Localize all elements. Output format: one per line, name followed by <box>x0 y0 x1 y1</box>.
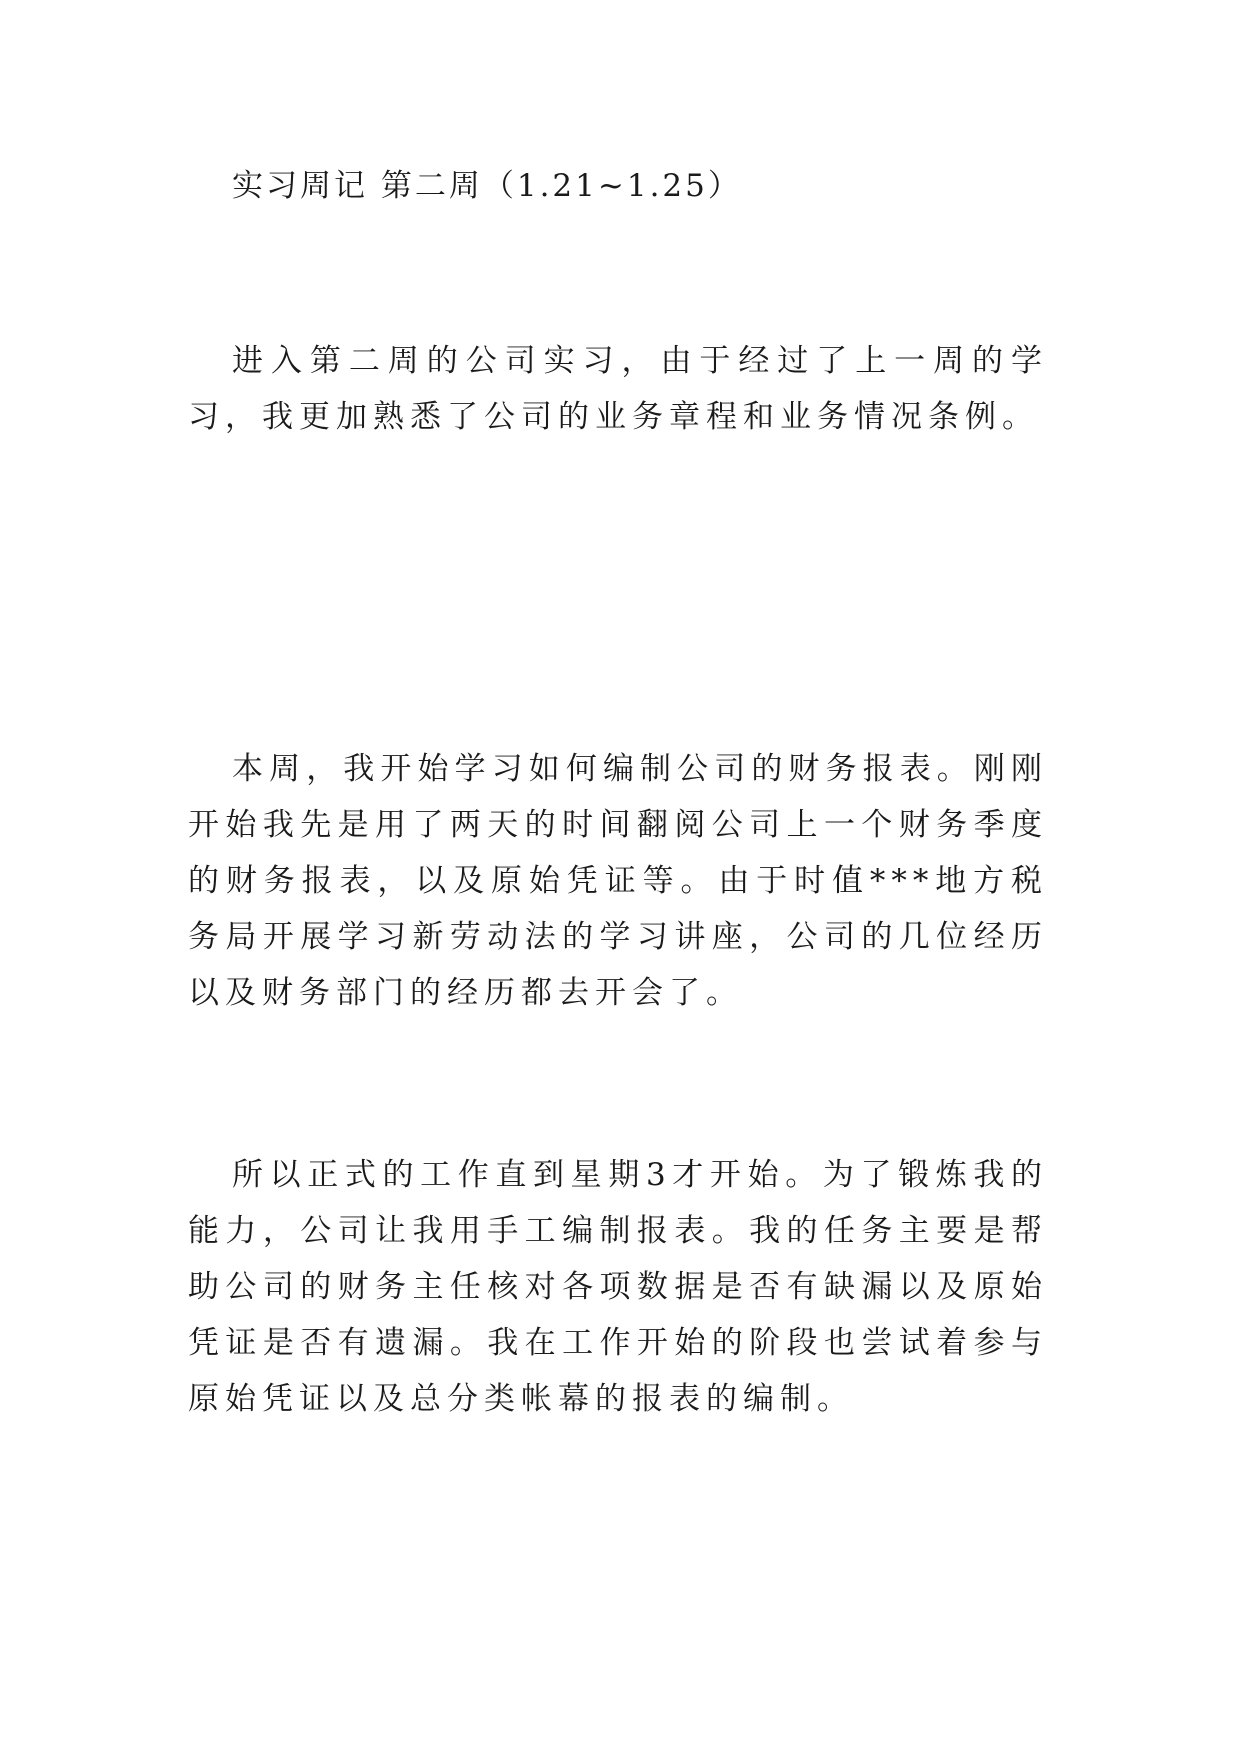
paragraph-financial-statements: 本周，我开始学习如何编制公司的财务报表。刚刚开始我先是用了两天的时间翻阅公司上一个财务季度的财务报表，以及原始凭证等。由于时值***地方税务局开展学习新劳动法的学习讲座，公司的几位经历以及财务部门的经历都去开会了。 <box>188 751 1048 1011</box>
paragraph-manual-reports: 所以正式的工作直到星期3才开始。为了锻炼我的能力，公司让我用手工编制报表。我的任务主要是帮助公司的财务主任核对各项数据是否有缺漏以及原始凭证是否有遗漏。我在工作开始的阶段也尝试着参与原始凭证以及总分类帐幕的报表的编制。 <box>188 1157 1048 1417</box>
paragraph-week-intro: 进入第二周的公司实习，由于经过了上一周的学习，我更加熟悉了公司的业务章程和业务情况条例。 <box>188 343 1048 435</box>
document-title: 实习周记 第二周（1.21~1.25） <box>232 168 742 204</box>
